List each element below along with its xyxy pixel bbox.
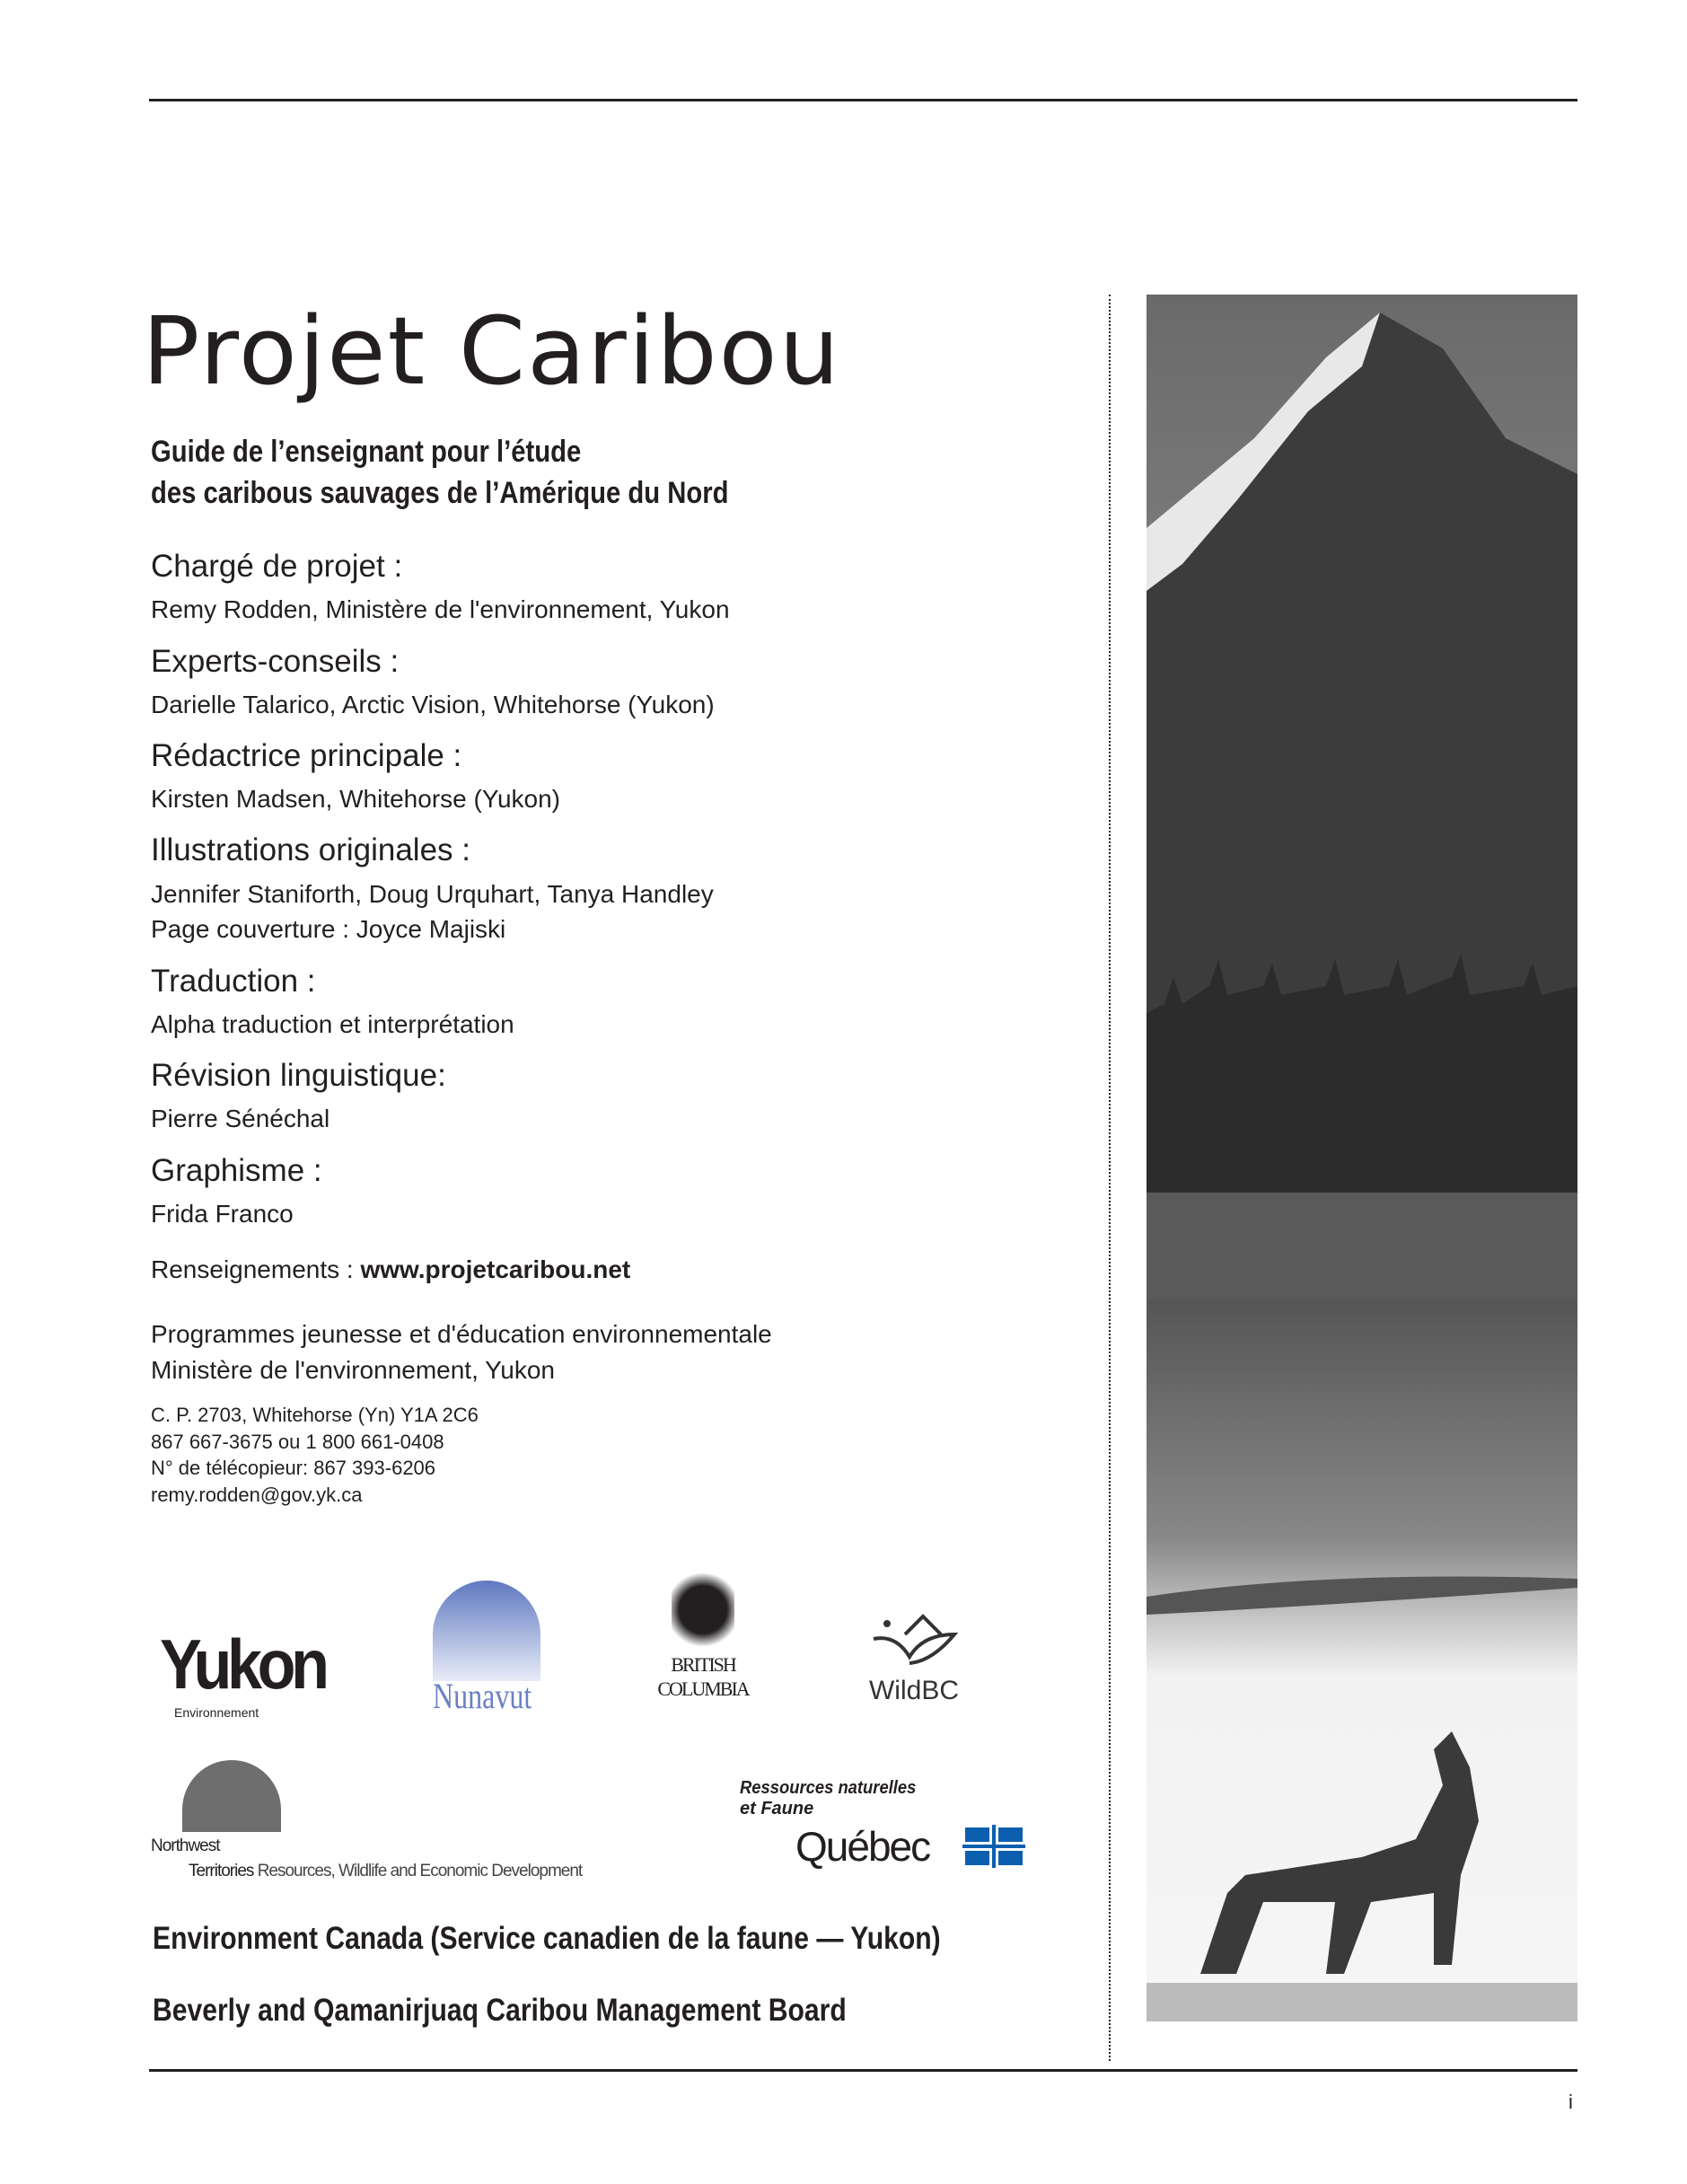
polar-bear-icon: [182, 1760, 281, 1832]
quebec-logo: [740, 1778, 1027, 1877]
subtitle-line-2: des caribous sauvages de l’Amérique du Nord: [151, 476, 729, 510]
quebec-dept-1: Ressources naturelles: [740, 1778, 917, 1798]
credit-heading: Rédactrice principale :: [151, 738, 462, 773]
page-title: Projet Caribou: [142, 296, 841, 406]
website-link[interactable]: www.projetcaribou.net: [360, 1255, 631, 1283]
address: C. P. 2703, Whitehorse (Yn) Y1A 2C6: [151, 1404, 479, 1426]
credit-line: Page couverture : Joyce Majiski: [151, 915, 506, 943]
email[interactable]: remy.rodden@gov.yk.ca: [151, 1483, 363, 1506]
dotted-divider: [1109, 295, 1111, 2061]
nunavut-logo: [433, 1581, 540, 1715]
credit-heading: Chargé de projet :: [151, 549, 403, 584]
partner-caribou-board: Beverly and Qamanirjuaq Caribou Management Board: [153, 1993, 847, 2028]
quebec-flag-icon: [962, 1825, 1025, 1868]
bottom-rule: [149, 2069, 1577, 2072]
bc-logo: [654, 1567, 752, 1720]
credit-line: Darielle Talarico, Arctic Vision, Whitehorse (Yukon): [151, 691, 715, 718]
nwt-line-1: Northwest: [151, 1836, 220, 1855]
wildbc-logo: [860, 1607, 968, 1707]
yukon-logo: [160, 1624, 343, 1721]
program-line: Programmes jeunesse et d'éducation environnementale: [151, 1320, 772, 1348]
credit-heading: Graphisme :: [151, 1153, 322, 1188]
bc-wordmark-2: COLUMBIA: [657, 1678, 749, 1700]
top-rule: [149, 99, 1577, 101]
fax: N° de télécopieur: 867 393-6206: [151, 1457, 436, 1479]
credit-heading: Illustrations originales :: [151, 832, 470, 867]
bc-wordmark-1: BRITISH: [671, 1653, 735, 1676]
nwt-logo: [151, 1760, 730, 1886]
credit-heading: Révision linguistique:: [151, 1058, 446, 1093]
bird-mountain-icon: [869, 1607, 959, 1670]
contact-block: [151, 1402, 479, 1508]
quebec-wordmark: Québec: [795, 1823, 930, 1870]
credit-line: Alpha traduction et interprétation: [151, 1010, 514, 1038]
yukon-sub: Environnement: [174, 1705, 259, 1720]
page-number: i: [1568, 2091, 1573, 2113]
subtitle-line-1: Guide de l’enseignant pour l’étude: [151, 435, 582, 469]
credit-line: Jennifer Staniforth, Doug Urquhart, Tanya Handley: [151, 880, 714, 908]
yukon-wordmark: Yukon: [160, 1625, 325, 1704]
credit-line: Frida Franco: [151, 1200, 294, 1228]
phone: 867 667-3675 ou 1 800 661-0408: [151, 1430, 444, 1453]
credit-heading: Experts-conseils :: [151, 644, 400, 679]
quebec-dept-2: et Faune: [740, 1799, 814, 1819]
nunavut-wordmark: Nunavut: [433, 1676, 532, 1716]
credit-line: Kirsten Madsen, Whitehorse (Yukon): [151, 785, 560, 813]
info-line: [151, 1255, 630, 1284]
info-label: Renseignements :: [151, 1255, 361, 1283]
wildbc-wordmark: WildBC: [868, 1676, 959, 1705]
credit-heading: Traduction :: [151, 964, 316, 999]
partner-environment-canada: Environment Canada (Service canadien de la faune — Yukon): [153, 1921, 941, 1956]
coat-of-arms-icon: [672, 1567, 734, 1652]
credit-line: Remy Rodden, Ministère de l'environnement, Yukon: [151, 595, 730, 623]
nwt-line-2: Territories: [189, 1862, 254, 1880]
polar-bear-icon: [433, 1581, 540, 1681]
program-line: Ministère de l'environnement, Yukon: [151, 1356, 555, 1384]
nwt-dept: Resources, Wildlife and Economic Development: [257, 1862, 583, 1880]
cover-illustration-mountain-caribou: [1147, 295, 1577, 2021]
credit-line: Pierre Sénéchal: [151, 1105, 330, 1132]
